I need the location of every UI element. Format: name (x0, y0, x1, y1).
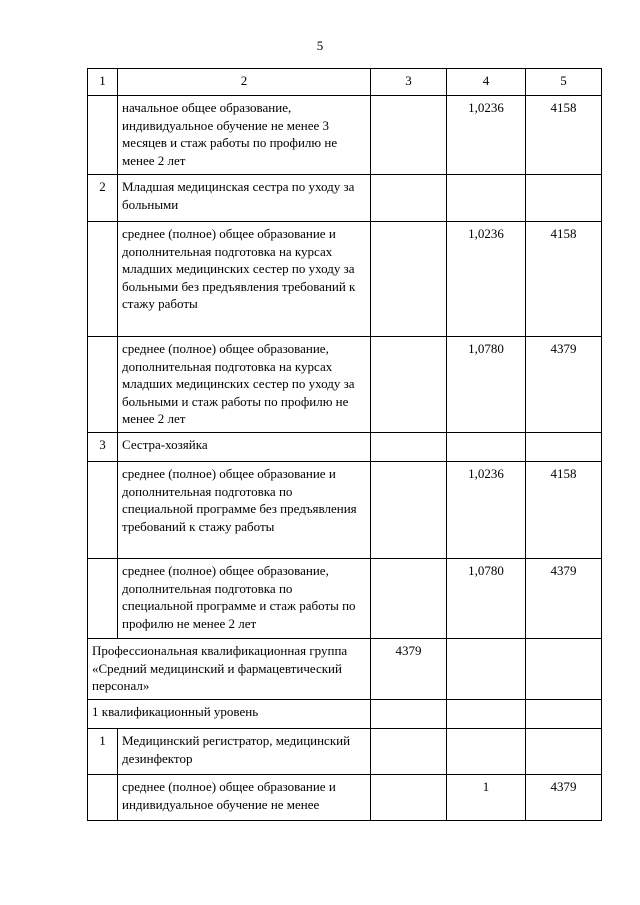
row-description: среднее (полное) общее образование и индивидуальное обучение не менее (118, 775, 371, 821)
cell-coefficient: 1,0236 (447, 462, 526, 559)
cell-coefficient (447, 639, 526, 700)
cell-coefficient (447, 175, 526, 222)
cell-col3 (371, 559, 447, 639)
salary-table (87, 68, 602, 821)
cell-col3: 4379 (371, 639, 447, 700)
row-number (88, 462, 118, 559)
row-description: среднее (полное) общее образование, дополнительная подготовка на курсах младших медицинских сестер по уходу за больными и стаж работы по профилю не менее 2 лет (118, 337, 371, 433)
table-row (88, 175, 602, 222)
cell-col3 (371, 729, 447, 775)
table-header-row (88, 69, 602, 96)
row-number (88, 775, 118, 821)
cell-coefficient: 1,0236 (447, 222, 526, 337)
row-description: среднее (полное) общее образование, дополнительная подготовка по специальной программе и стаж работы по профилю не менее 2 лет (118, 559, 371, 639)
row-description: Сестра-хозяйка (118, 433, 371, 462)
table-row (88, 639, 602, 700)
cell-coefficient: 1,0236 (447, 96, 526, 175)
cell-salary: 4379 (526, 559, 602, 639)
cell-coefficient: 1,0780 (447, 337, 526, 433)
cell-col3 (371, 337, 447, 433)
cell-salary (526, 433, 602, 462)
cell-col3 (371, 433, 447, 462)
header-cell: 3 (371, 69, 447, 96)
cell-salary: 4379 (526, 775, 602, 821)
cell-col3 (371, 96, 447, 175)
header-cell: 4 (447, 69, 526, 96)
row-number: 2 (88, 175, 118, 222)
table-row (88, 775, 602, 821)
row-number (88, 96, 118, 175)
cell-col3 (371, 700, 447, 729)
header-cell: 5 (526, 69, 602, 96)
cell-salary: 4379 (526, 337, 602, 433)
row-description: среднее (полное) общее образование и дополнительная подготовка на курсах младших медицинских сестер по уходу за больными без предъявления требований к стажу работы (118, 222, 371, 337)
row-description: Медицинский регистратор, медицинский дезинфектор (118, 729, 371, 775)
table-row (88, 729, 602, 775)
header-cell: 2 (118, 69, 371, 96)
cell-salary (526, 175, 602, 222)
row-number (88, 337, 118, 433)
cell-coefficient: 1 (447, 775, 526, 821)
header-cell: 1 (88, 69, 118, 96)
cell-col3 (371, 462, 447, 559)
table-row (88, 337, 602, 433)
cell-salary (526, 729, 602, 775)
row-number: 3 (88, 433, 118, 462)
table-row (88, 559, 602, 639)
cell-coefficient: 1,0780 (447, 559, 526, 639)
row-number (88, 559, 118, 639)
table-row (88, 700, 602, 729)
cell-salary: 4158 (526, 222, 602, 337)
row-number: 1 (88, 729, 118, 775)
row-description: начальное общее образование, индивидуальное обучение не менее 3 месяцев и стаж работы по профилю не менее 2 лет (118, 96, 371, 175)
page-number: 5 (316, 38, 324, 53)
cell-coefficient (447, 433, 526, 462)
cell-salary (526, 700, 602, 729)
cell-col3 (371, 175, 447, 222)
row-description: Младшая медицинская сестра по уходу за больными (118, 175, 371, 222)
cell-coefficient (447, 700, 526, 729)
cell-coefficient (447, 729, 526, 775)
row-number (88, 222, 118, 337)
qualification-level: 1 квалификационный уровень (88, 700, 371, 729)
group-title: Профессиональная квалификационная группа «Средний медицинский и фармацевтический персонал» (88, 639, 371, 700)
cell-salary: 4158 (526, 96, 602, 175)
table-row (88, 433, 602, 462)
cell-salary (526, 639, 602, 700)
cell-col3 (371, 222, 447, 337)
row-description: среднее (полное) общее образование и дополнительная подготовка по специальной программе без предъявления требований к стажу работы (118, 462, 371, 559)
cell-col3 (371, 775, 447, 821)
table-row (88, 96, 602, 175)
table-row (88, 222, 602, 337)
table-row (88, 462, 602, 559)
cell-salary: 4158 (526, 462, 602, 559)
